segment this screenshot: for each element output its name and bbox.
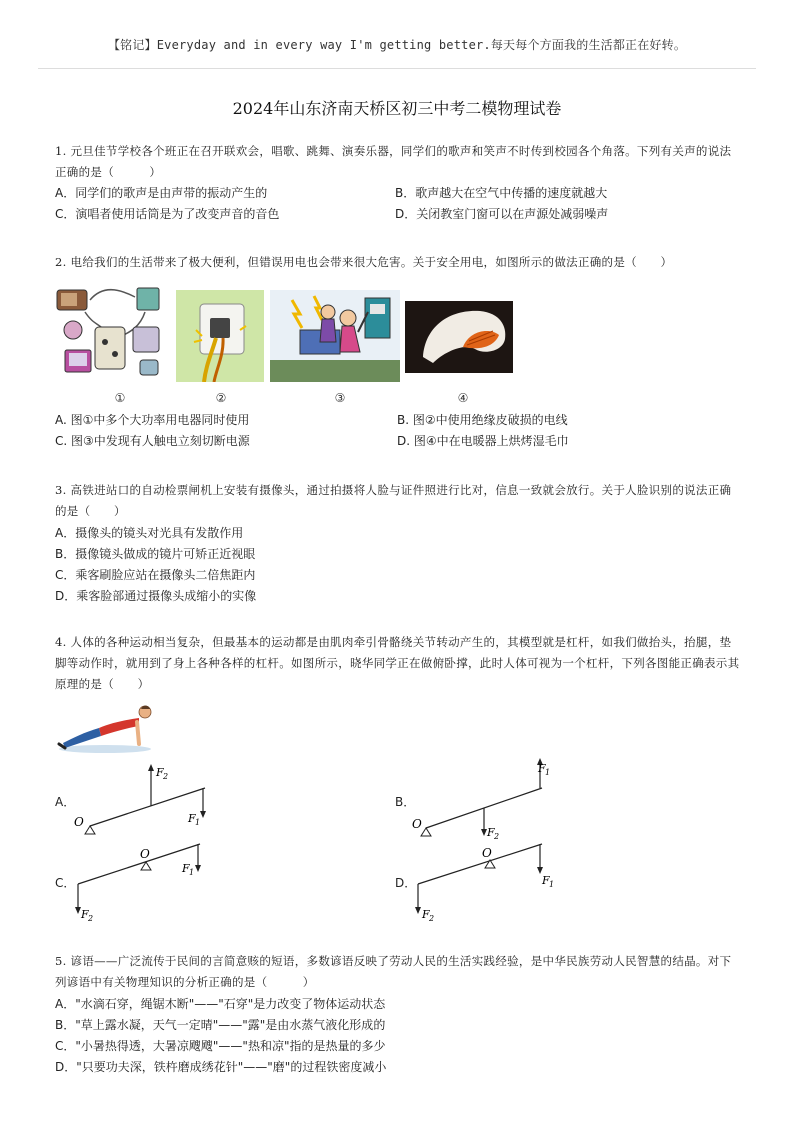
q5-option-a: A．"水滴石穿，绳锯木断"——"石穿"是力改变了物体运动状态 [55, 997, 386, 1011]
q4-a-pivot-label: O [74, 815, 84, 829]
q4-c-force1-label: F [182, 862, 190, 875]
q4-d-force1-label: F [542, 874, 550, 887]
q4-a-force1-label: F [188, 812, 196, 825]
q4-option-d-diagram [410, 838, 580, 928]
q4-b-force2-label: F [487, 826, 495, 839]
q4-c-force1-sub: 1 [189, 868, 195, 877]
q2-option-a: A. 图①中多个大功率用电器同时使用 [55, 413, 250, 427]
q3-option-b: B．摄像镜头做成的镜片可矫正近视眼 [55, 547, 256, 561]
q4-d-pivot-label: O [482, 846, 492, 860]
q4-option-b-diagram [410, 756, 580, 846]
q4-pushup-figure [55, 700, 155, 755]
q5-option-c: C．"小暑热得透，大暑凉飕飕"——"热和凉"指的是热量的多少 [55, 1039, 386, 1053]
q2-option-b: B. 图②中使用绝缘皮破损的电线 [397, 413, 568, 427]
q4-d-force2-label: F [422, 908, 430, 921]
q2-option-d: D. 图④中在电暖器上烘烤湿毛巾 [397, 434, 569, 448]
q4-b-force1-sub: 1 [545, 768, 551, 777]
q1-option-c: C．演唱者使用话筒是为了改变声音的音色 [55, 207, 280, 221]
q4-c-pivot-label: O [140, 847, 150, 861]
q2-figure-4-label: ④ [457, 391, 469, 405]
page-header-motto: 【铭记】Everyday and in every way I'm getting better.每天每个方面我的生活都正在好转。 [107, 38, 687, 52]
q2-option-c: C. 图③中发现有人触电立刻切断电源 [55, 434, 250, 448]
q4-b-force1-label: F [538, 762, 546, 775]
q1-option-b: B．歌声越大在空气中传播的速度就越大 [395, 186, 608, 200]
q4-a-force2-label: F [156, 766, 164, 779]
q2-figure-3-cut-power [270, 290, 400, 382]
q2-figure-1-overloaded-socket [55, 282, 165, 382]
q4-a-force1-sub: 1 [195, 818, 201, 827]
question-3-stem: 3. 高铁进站口的自动检票闸机上安装有摄像头，通过拍摄将人脸与证件照进行比对，信息一致就会放行。关于人脸识别的说法正确的是（ ） [55, 483, 732, 518]
q2-figure-3-label: ③ [334, 391, 346, 405]
q4-c-force2-label: F [81, 908, 89, 921]
q3-option-a: A．摄像头的镜头对光具有发散作用 [55, 526, 244, 540]
q4-option-c-letter: C． [55, 876, 76, 890]
q4-d-force1-sub: 1 [549, 880, 555, 889]
q4-option-b-letter: B． [395, 795, 416, 809]
q4-a-force2-sub: 2 [163, 772, 169, 781]
q4-b-pivot-label: O [412, 817, 422, 831]
q4-option-a-letter: A． [55, 795, 76, 809]
q2-figure-4-towel-on-heater [405, 301, 513, 373]
q1-option-a: A．同学们的歌声是由声带的振动产生的 [55, 186, 268, 200]
q4-option-c-diagram [70, 838, 240, 928]
q5-option-b: B．"草上露水凝，天气一定晴"——"露"是由水蒸气液化形成的 [55, 1018, 386, 1032]
question-4-stem: 4. 人体的各种运动相当复杂，但最基本的运动都是由肌肉牵引骨骼绕关节转动产生的，其模型就是杠杆，如我们做抬头，抬腿，垫脚等动作时，就用到了身上各种各样的杠杆。如图所示，晓华同学正在做俯卧撑，此时人体可视为一个杠杆，下列各图能正确表示其原理的是（ ） [55, 635, 740, 691]
q3-option-c: C．乘客刷脸应站在摄像头二倍焦距内 [55, 568, 256, 582]
q5-option-d: D．"只要功夫深，铁杵磨成绣花针"——"磨"的过程铁密度减小 [55, 1060, 387, 1074]
q1-option-d: D．关闭教室门窗可以在声源处减弱噪声 [395, 207, 609, 221]
q4-c-force2-sub: 2 [88, 914, 94, 923]
q4-d-force2-sub: 2 [429, 914, 435, 923]
q2-figure-2-label: ② [215, 391, 227, 405]
q3-option-d: D．乘客脸部通过摄像头成缩小的实像 [55, 589, 257, 603]
q2-figure-2-damaged-wire [176, 290, 264, 382]
q4-option-d-letter: D． [395, 876, 417, 890]
q4-option-a-diagram [70, 760, 240, 840]
question-2-stem: 2. 电给我们的生活带来了极大便利，但错误用电也会带来很大危害。关于安全用电，如图所示的做法正确的是（ ） [55, 255, 673, 269]
question-1-stem: 1. 元旦佳节学校各个班正在召开联欢会，唱歌、跳舞、演奏乐器，同学们的歌声和笑声不时传到校园各个角落。下列有关声的说法正确的是（ ） [55, 144, 732, 179]
q2-figure-1-label: ① [114, 391, 126, 405]
header-divider [38, 68, 756, 69]
question-5-stem: 5. 谚语——广泛流传于民间的言简意赅的短语，多数谚语反映了劳动人民的生活实践经验，是中华民族劳动人民智慧的结晶。对下列谚语中有关物理知识的分析正确的是（ ） [55, 954, 732, 989]
paper-title: 2024年山东济南天桥区初三中考二模物理试卷 [232, 99, 562, 118]
q4-b-force2-sub: 2 [494, 832, 500, 841]
